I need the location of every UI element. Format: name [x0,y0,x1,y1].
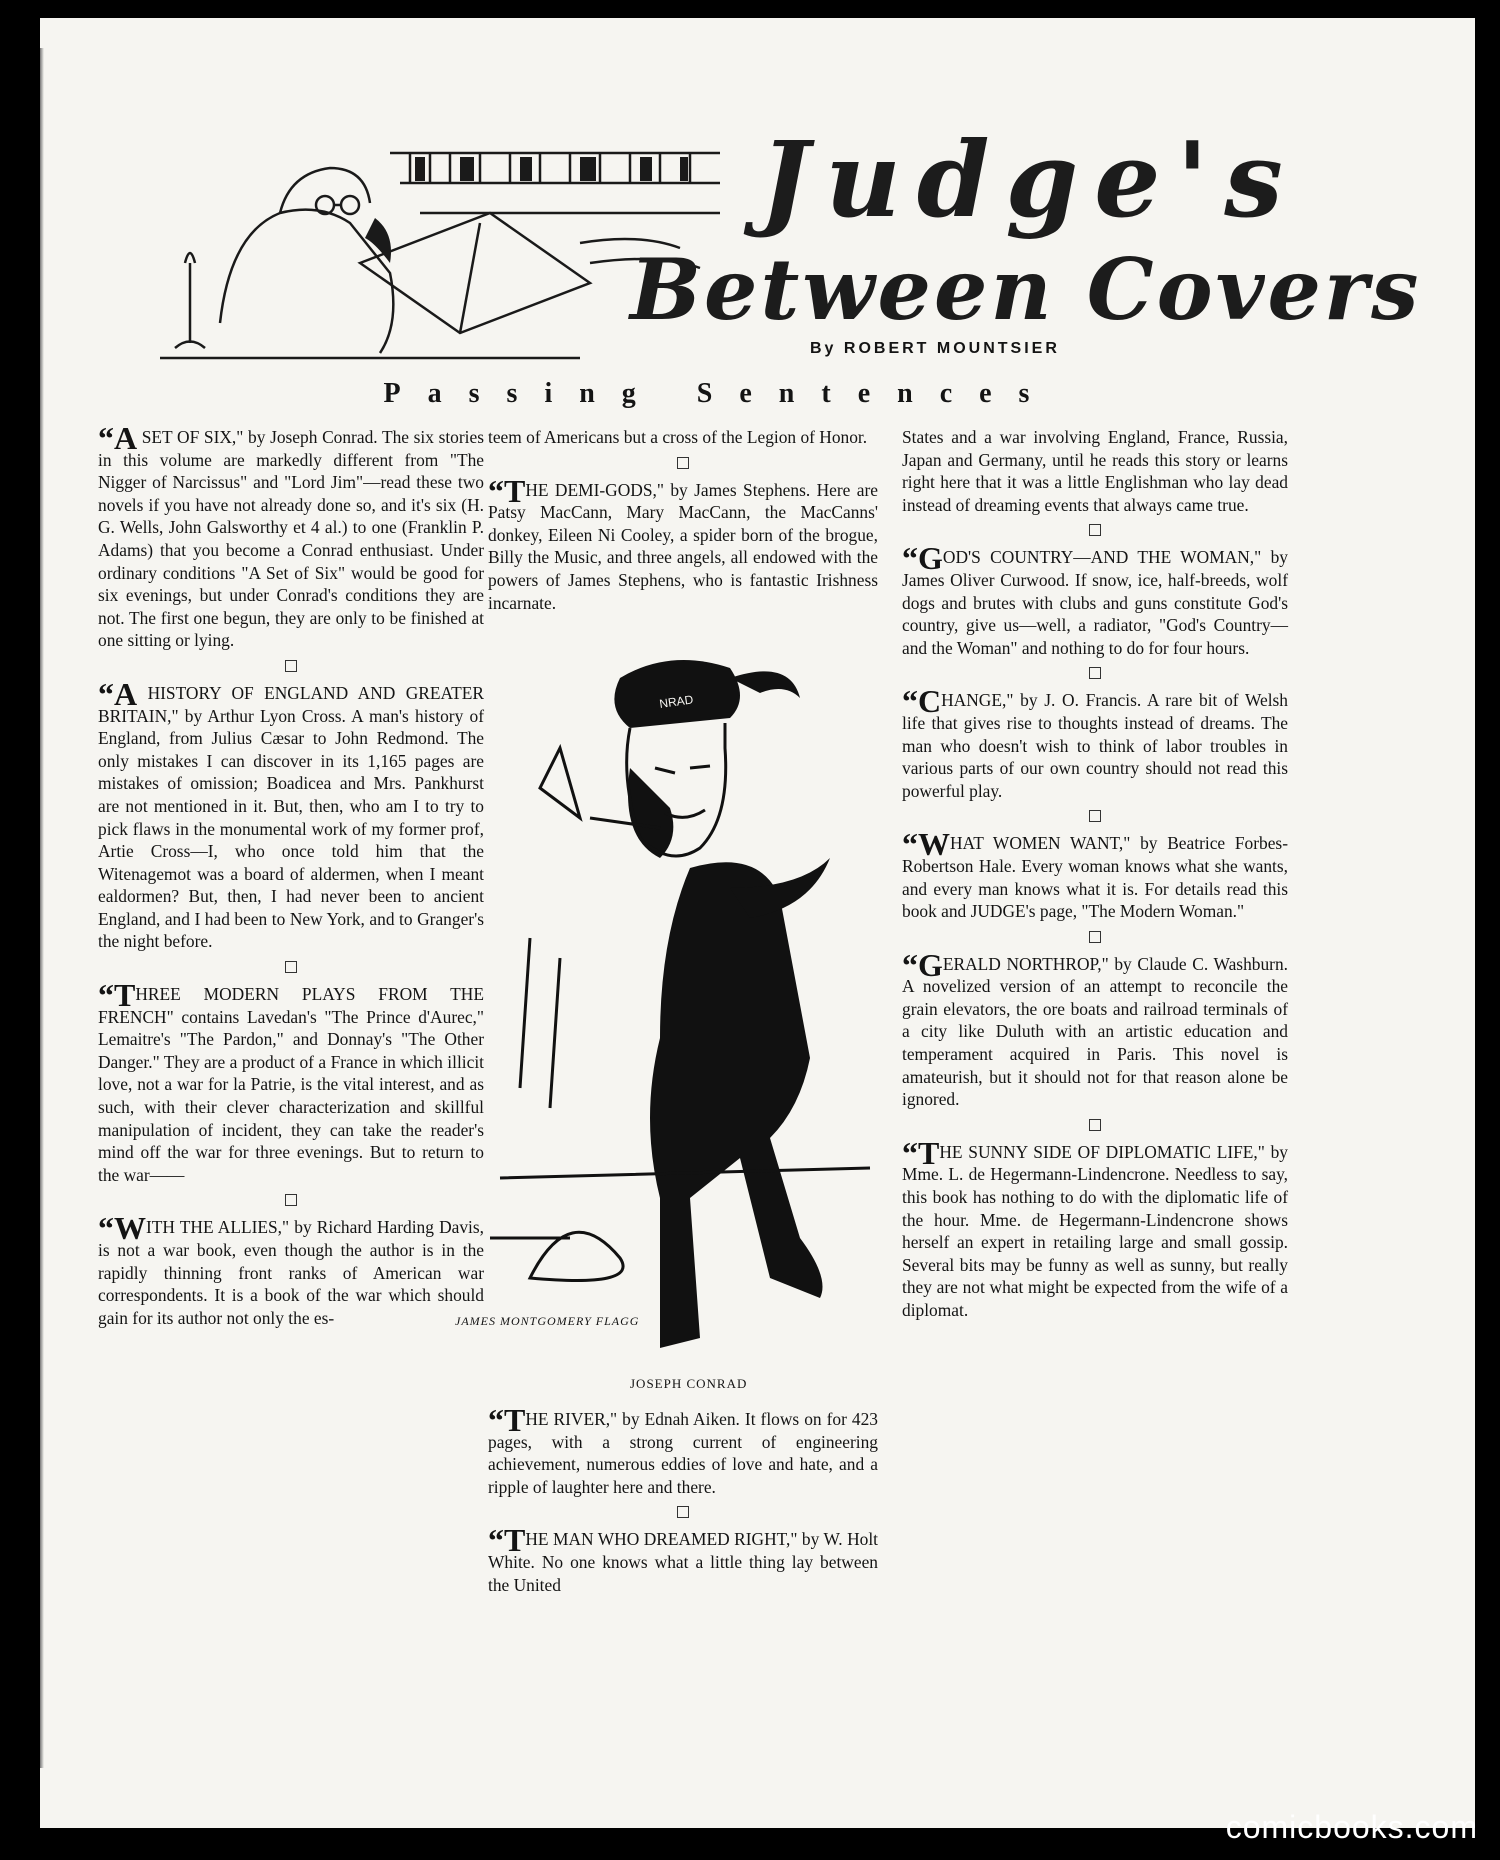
section-separator [285,1194,297,1206]
section-separator [285,660,297,672]
drop-cap: “C [902,683,942,720]
review-text: teem of Americans but a cross of the Legion of Honor. [488,427,868,447]
section-separator [1089,1119,1101,1131]
review-three-modern-plays [98,977,484,1186]
review-gerald-northrop [902,946,1288,1111]
column-2-bottom [488,1402,878,1602]
review-text: HE RIVER," by Ednah Aiken. It flows on for 423 pages, with a strong current of engineering achievement, numerous eddies of love and hate, and a ripple of laughter here and there. [488,1409,878,1497]
masthead-title-between-covers: Between Covers [630,240,1422,339]
review-text: OD'S COUNTRY—AND THE WOMAN," by James Oliver Curwood. If snow, ice, half-breeds, wolf dogs and brutes with clubs and guns constitute God's country, give us—well, a radiator, "God's Country—and the Woman" and nothing to do for four hours. [902,547,1288,658]
review-with-the-allies-continued [488,426,878,449]
review-what-women-want [902,826,1288,922]
review-text: HE DEMI-GODS," by James Stephens. Here are Patsy MacCann, Mary MacCann, the MacCanns' donkey, Eileen Ni Cooley, a spider born of the brogue, Billy the Music, and three angels, all endowed with the powers of James Stephens, who is fantastic Irishness incarnate. [488,479,878,613]
review-set-of-six [98,420,484,652]
review-text: ERALD NORTHROP," by Claude C. Washburn. A novelized version of an attempt to reconcile the grain elevators, the ore boats and railroad terminals of a city like Duluth with an artistic education and temperament acquired in Paris. This novel is amateurish, but it should not for that reason alone be ignored. [902,953,1288,1110]
masthead-title-judges: Judge's [760,118,1299,241]
illustration-caption: JOSEPH CONRAD [630,1376,748,1391]
review-text: HAT WOMEN WANT," by Beatrice Forbes-Robertson Hale. Every woman knows what she wants, and every man knows what it is. For details read this book and JUDGE's page, "The Modern Woman." [902,833,1288,922]
drop-cap: “G [902,946,943,983]
review-text: HE SUNNY SIDE OF DIPLOMATIC LIFE," by Mme. L. de Hegermann-Lindencrone. Needless to say, this book has nothing to do with the diplomatic life of the hour. Mme. de Hegermann-Lindencrone shows herself an expert in retailing large and small gossip. Several bits may be funny as well as sunny, but really they are not what might be expected from the wife of a diplomat. [902,1141,1288,1320]
drop-cap: “T [488,472,526,509]
review-text: States and a war involving England, France, Russia, Japan and Germany, until he reads this story or learns right here that it was a little Englishman who lay dead instead of dreaming events that always came true. [902,427,1288,515]
drop-cap: “A [98,675,138,712]
review-text: HANGE," by J. O. Francis. A rare bit of Welsh life that gives rise to thoughts instead of dreams. The man who doesn't wish to think of labor troubles in various parts of our own country should not read this powerful play. [902,690,1288,801]
drop-cap: “T [902,1134,940,1171]
review-gods-country [902,540,1288,659]
page-fold-shadow [40,48,44,1768]
drop-cap: “W [902,826,950,863]
column-2-top [488,426,878,620]
review-the-river [488,1402,878,1498]
drop-cap: “A [98,420,138,456]
review-sunny-side-of-diplomatic-life [902,1134,1288,1322]
section-separator [677,457,689,469]
svg-text:NRAD: NRAD [658,692,695,711]
review-text: HREE MODERN PLAYS FROM THE FRENCH" contains Lavedan's "The Prince d'Aurec," Lemaitre's "The Pardon," and Donnay's "The Other Danger." They are a product of a France in which illicit love, not a war for la Patrie, is the vital interest, and as such, with their clever characterization and skillful manipulation of incident, they can take the reader's mind off the war for three evenings. But to return to the war—— [98,984,484,1185]
review-demi-gods [488,472,878,615]
review-text: HISTORY OF ENGLAND AND GREATER BRITAIN," by Arthur Lyon Cross. A man's history of England, from Julius Cæsar to John Redmond. The only mistakes I can discover in its 1,165 pages are mistakes of omission; Boadicea and Mrs. Pankhurst are not mentioned in it. But, then, who am I to try to pick flaws in the monumental work of my former prof, Artie Cross—I, who once told him that the Witenagemot was a board of aldermen, when I meant ealdormen? But, then, I had never been to ancient England, and I had been to New York, and to Granger's the night before. [98,682,485,952]
review-change [902,683,1288,802]
section-title: Passing Sentences [383,378,1057,409]
drop-cap: “T [98,977,136,1014]
drop-cap: “T [488,1522,526,1559]
drop-cap: “G [902,540,943,577]
drop-cap: “T [488,1402,526,1438]
illustrator-signature: JAMES MONTGOMERY FLAGG [455,1314,640,1328]
magazine-page [40,18,1475,1828]
review-history-of-england [98,675,485,953]
column-3 [902,426,1288,1328]
review-text: ITH THE ALLIES," by Richard Harding Davis, is not a war book, even though the author is in the rapidly thinning front ranks of American war correspondents. It is a book of the war which should gain for its author not only the es- [98,1217,484,1328]
section-separator [1089,524,1101,536]
byline: By ROBERT MOUNTSIER [810,340,1060,357]
review-text: HE MAN WHO DREAMED RIGHT," by W. Holt White. No one knows what a little thing lay between the United [488,1529,878,1595]
column-1 [98,420,485,1335]
review-text: SET OF SIX," by Joseph Conrad. The six stories in this volume are markedly different from "The Nigger of Narcissus" and "Lord Jim"—read these two novels if you have not already done so, and it's six (H. G. Wells, John Galsworthy et 4 al.) to one (Franklin P. Adams) that you become a Conrad enthusiast. Under ordinary conditions "A Set of Six" would be good for six evenings, but under Conrad's conditions they are not. The first one begun, they are only to be finished at one sitting or lying. [98,427,484,651]
review-with-the-allies [98,1210,484,1329]
section-separator [285,961,297,973]
drop-cap: “W [98,1210,146,1247]
review-man-who-dreamed-right [488,1522,878,1596]
section-separator [1089,667,1101,679]
review-man-who-dreamed-right-continued [902,426,1288,516]
section-separator [1089,810,1101,822]
section-separator [677,1506,689,1518]
watermark: comicbooks.com [1225,1809,1478,1845]
joseph-conrad-caricature [470,638,890,1358]
section-separator [1089,931,1101,943]
